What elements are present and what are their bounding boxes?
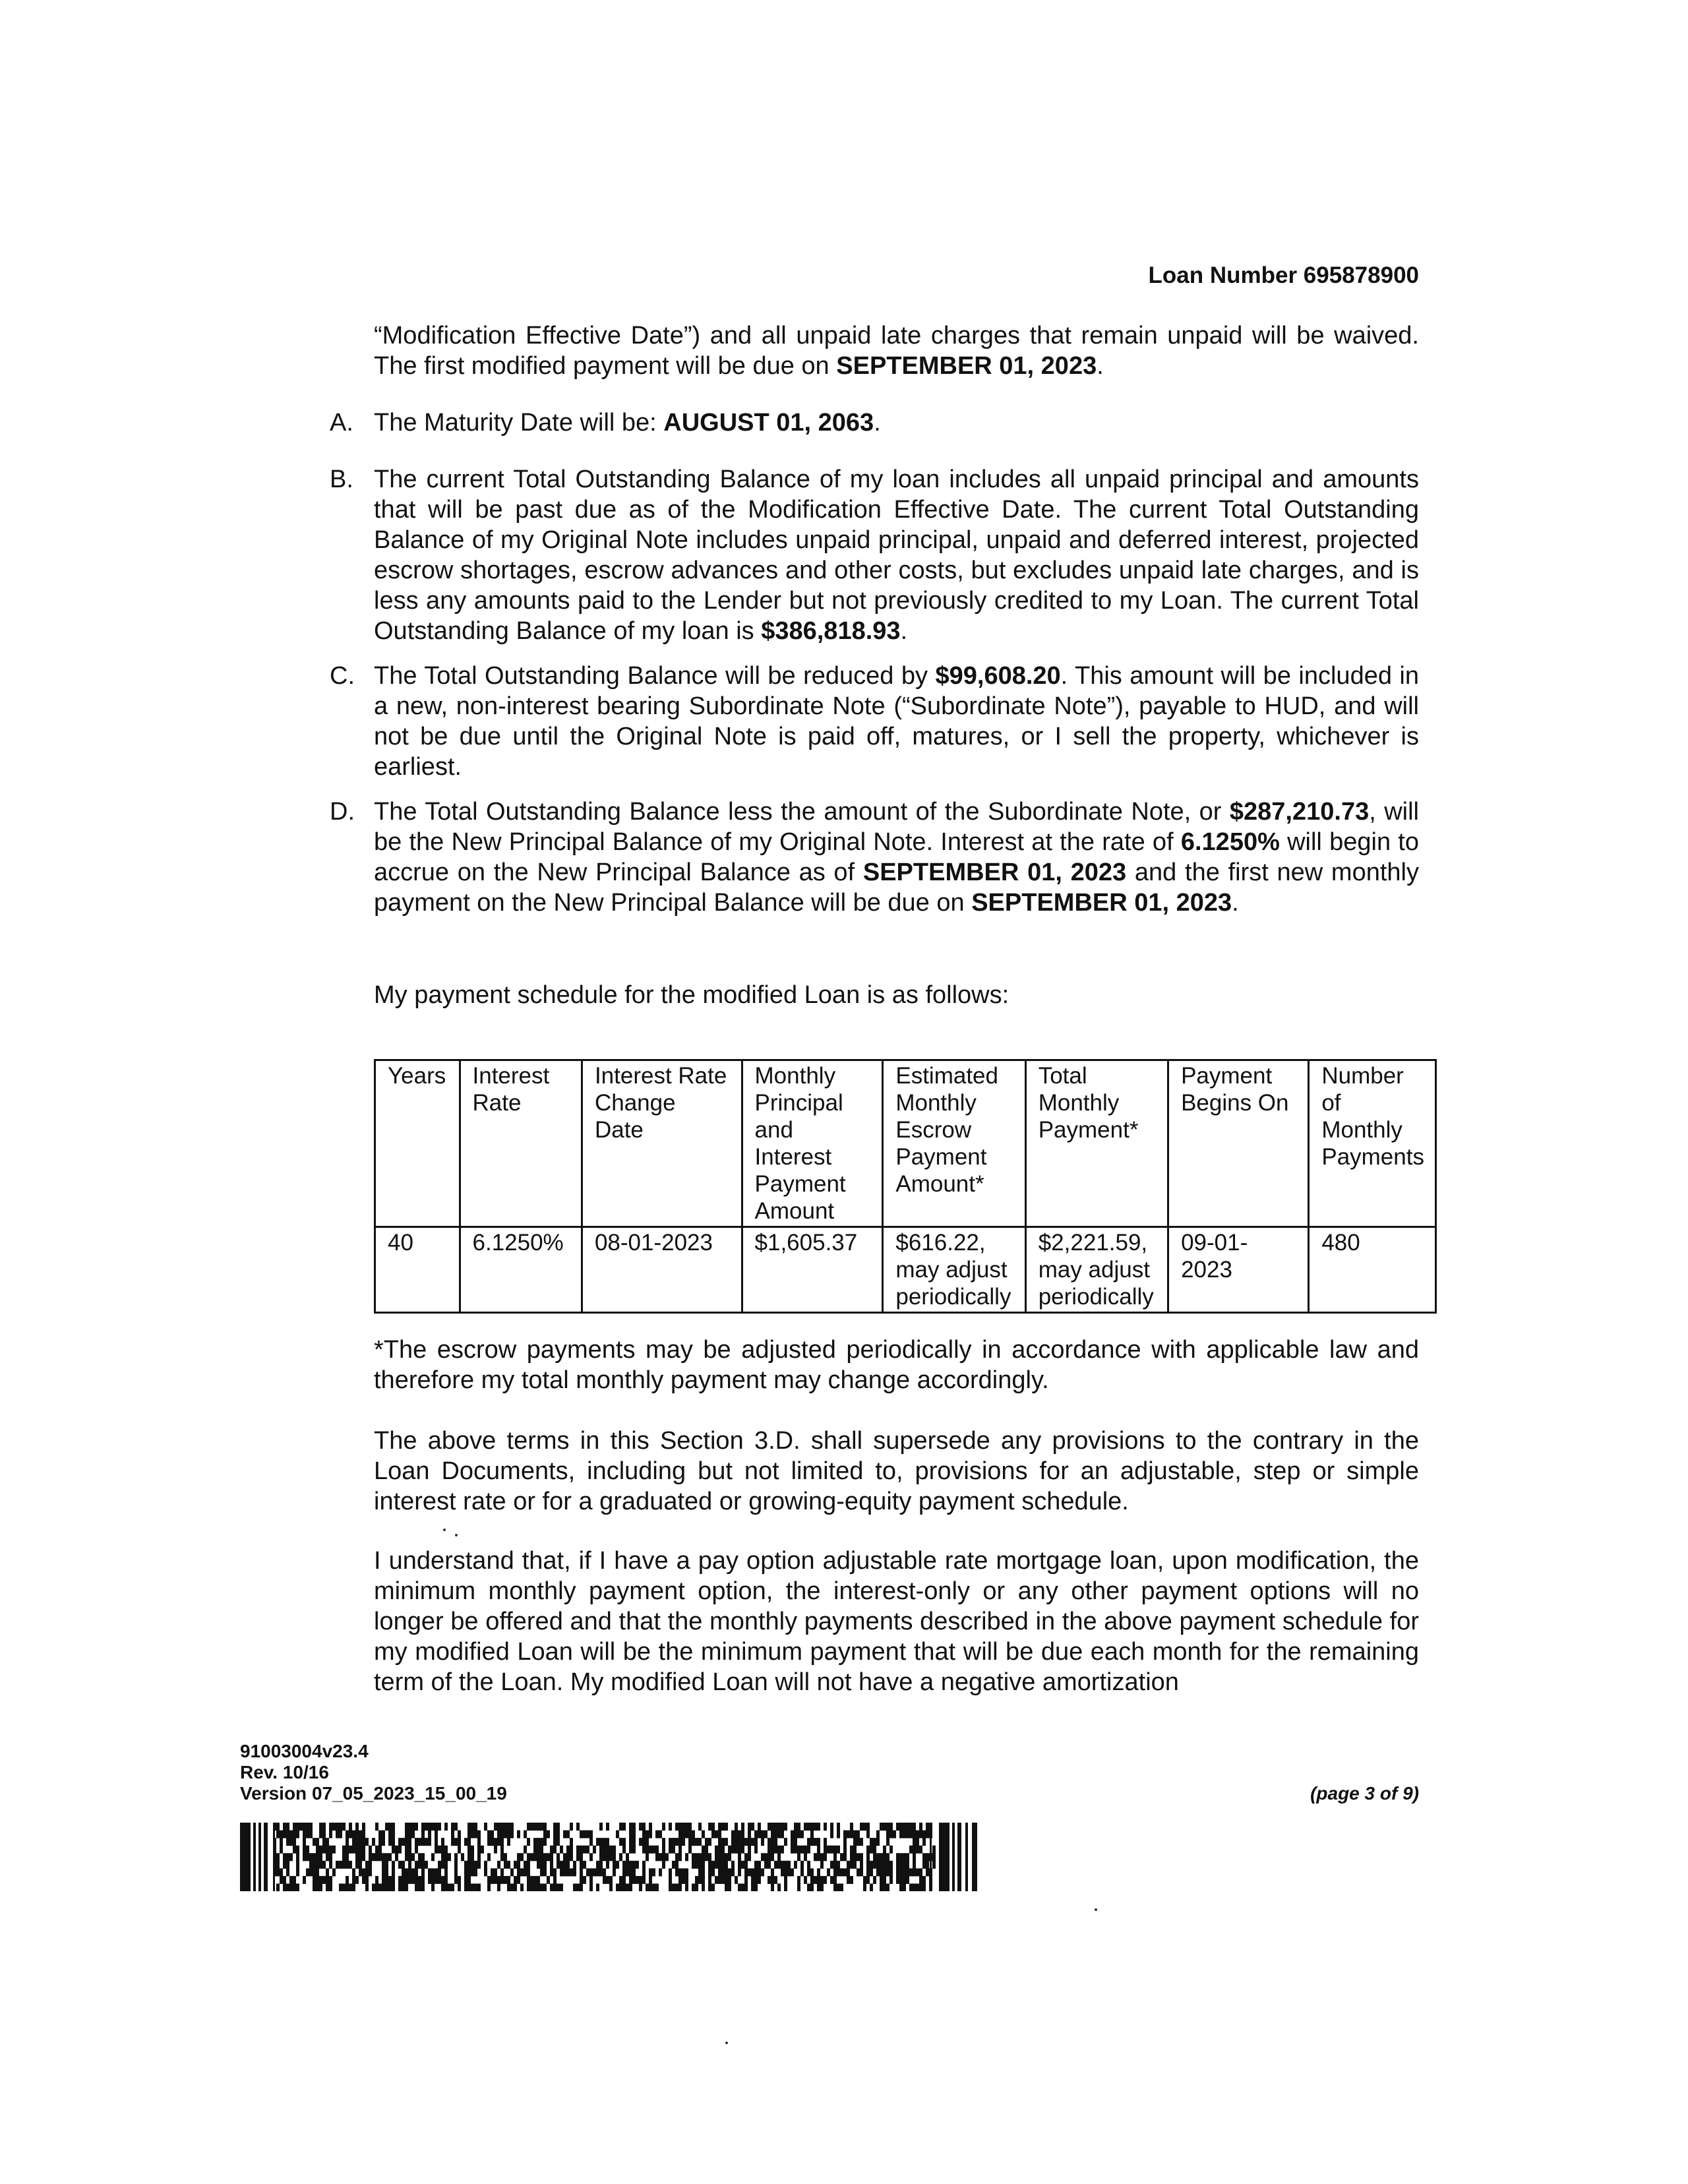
scan-speck <box>1095 1908 1097 1911</box>
subordinate-note-description: . This amount will be included in a new, non-interest bearing Subordinate Note (“Subordinate Note”), payable to HUD, and will not be due until the Original Note is paid off, matures, or I sell the property, whichever is earliest. <box>374 662 1420 781</box>
table-header-row <box>375 1060 1436 1227</box>
intro-text: “Modification Effective Date”) and all unpaid late charges that remain unpaid will be waived. The first modified payment will be due on <box>374 322 1419 380</box>
reduction-label: The Total Outstanding Balance will be reduced by <box>374 662 936 690</box>
table-cell: 480 <box>1309 1227 1436 1313</box>
scan-speck <box>725 2042 728 2044</box>
schedule-intro: My payment schedule for the modified Loan is as follows: <box>374 981 1010 1009</box>
list-letter: C. <box>330 662 355 690</box>
page-number: (page 3 of 9) <box>1310 1783 1419 1804</box>
table-cell: 09-01-2023 <box>1168 1227 1309 1313</box>
outstanding-balance-end: . <box>900 617 908 645</box>
new-principal-label: The Total Outstanding Balance less the amount of the Subordinate Note, or <box>374 798 1230 826</box>
pay-option-paragraph: I understand that, if I have a pay option adjustable rate mortgage loan, upon modification, the minimum monthly payment option, the interest-only or any other payment options will no longer be offered and that the monthly payments described in the above payment schedule for my modified Loan will be the minimum payment that will be due each month for the remaining term of the Loan. My modified Loan will not have a negative amortization <box>374 1547 1419 1696</box>
interest-rate-label: , will be the New Principal Balance of my Original Note. Interest at the rate of <box>374 798 1419 856</box>
accrual-date: SEPTEMBER 01, 2023 <box>862 859 1127 886</box>
escrow-note-paragraph: *The escrow payments may be adjusted periodically in accordance with applicable law and therefore my total monthly payment may change accordingly. <box>374 1336 1419 1394</box>
accrual-label: will begin to accrue on the New Principal Balance as of <box>374 828 1419 886</box>
form-id: 91003004v23.4 <box>240 1741 369 1761</box>
table-cell: $2,221.59, may adjust periodically <box>1025 1227 1168 1313</box>
reduction-amount: $99,608.20 <box>935 662 1061 690</box>
column-header: Number of Monthly Payments <box>1309 1060 1436 1227</box>
column-header: Monthly Principal and Interest Payment Amount <box>742 1060 883 1227</box>
table-row <box>375 1227 1436 1313</box>
new-payment-date: SEPTEMBER 01, 2023 <box>971 889 1232 917</box>
maturity-end: . <box>874 409 881 437</box>
table-cell: 40 <box>375 1227 460 1313</box>
new-payment-label: and the first new monthly payment on the New Principal Balance will be due on <box>374 859 1419 917</box>
column-header: Payment Begins On <box>1168 1060 1309 1227</box>
column-header: Total Monthly Payment* <box>1025 1060 1168 1227</box>
intro-paragraph <box>374 320 1419 381</box>
table-cell: $1,605.37 <box>742 1227 883 1313</box>
intro-end: . <box>1097 352 1104 380</box>
payment-schedule-table <box>374 1059 1437 1314</box>
list-letter: B. <box>330 466 353 493</box>
scan-speck <box>443 1529 446 1531</box>
outstanding-balance-description: The current Total Outstanding Balance of my loan includes all unpaid principal and amounts that will be past due as of the Modification Effective Date. The current Total Outstanding Balance of my Original Note includes unpaid principal, unpaid and deferred interest, projected escrow shortages, escrow advances and other costs, but excludes unpaid late charges, and is less any amounts paid to the Lender but not previously credited to my Loan. The current Total Outstanding Balance of my loan is <box>374 466 1419 645</box>
maturity-date: AUGUST 01, 2063 <box>663 409 874 437</box>
table-cell: 08-01-2023 <box>582 1227 742 1313</box>
form-info <box>240 1741 507 1804</box>
new-principal-text <box>374 797 1419 918</box>
column-header: Years <box>375 1060 460 1227</box>
table-cell: 6.1250% <box>460 1227 582 1313</box>
form-version: Version 07_05_2023_15_00_19 <box>240 1783 507 1804</box>
first-payment-date: SEPTEMBER 01, 2023 <box>836 352 1097 380</box>
column-header: Estimated Monthly Escrow Payment Amount* <box>883 1060 1025 1227</box>
interest-rate-value: 6.1250% <box>1180 828 1280 856</box>
new-principal-amount: $287,210.73 <box>1229 798 1370 826</box>
list-letter: D. <box>330 798 355 826</box>
outstanding-balance-amount: $386,818.93 <box>761 617 901 645</box>
subordinate-note-text <box>374 661 1419 782</box>
list-letter: A. <box>330 409 353 437</box>
scan-speck <box>455 1534 458 1536</box>
column-header: Interest Rate <box>460 1060 582 1227</box>
maturity-date-text <box>374 408 1419 438</box>
new-principal-end: . <box>1232 889 1239 917</box>
column-header: Interest Rate Change Date <box>582 1060 742 1227</box>
table-cell: $616.22, may adjust periodically <box>883 1227 1025 1313</box>
barcode <box>240 1823 984 1891</box>
supersede-terms-paragraph: The above terms in this Section 3.D. shall supersede any provisions to the contrary in the Loan Documents, including but not limited to, provisions for an adjustable, step or simple interest rate or for a graduated or growing-equity payment schedule. <box>374 1427 1419 1515</box>
maturity-label: The Maturity Date will be: <box>374 409 664 437</box>
form-revision: Rev. 10/16 <box>240 1762 329 1782</box>
loan-number: Loan Number 695878900 <box>1148 262 1419 288</box>
outstanding-balance-text <box>374 464 1419 646</box>
